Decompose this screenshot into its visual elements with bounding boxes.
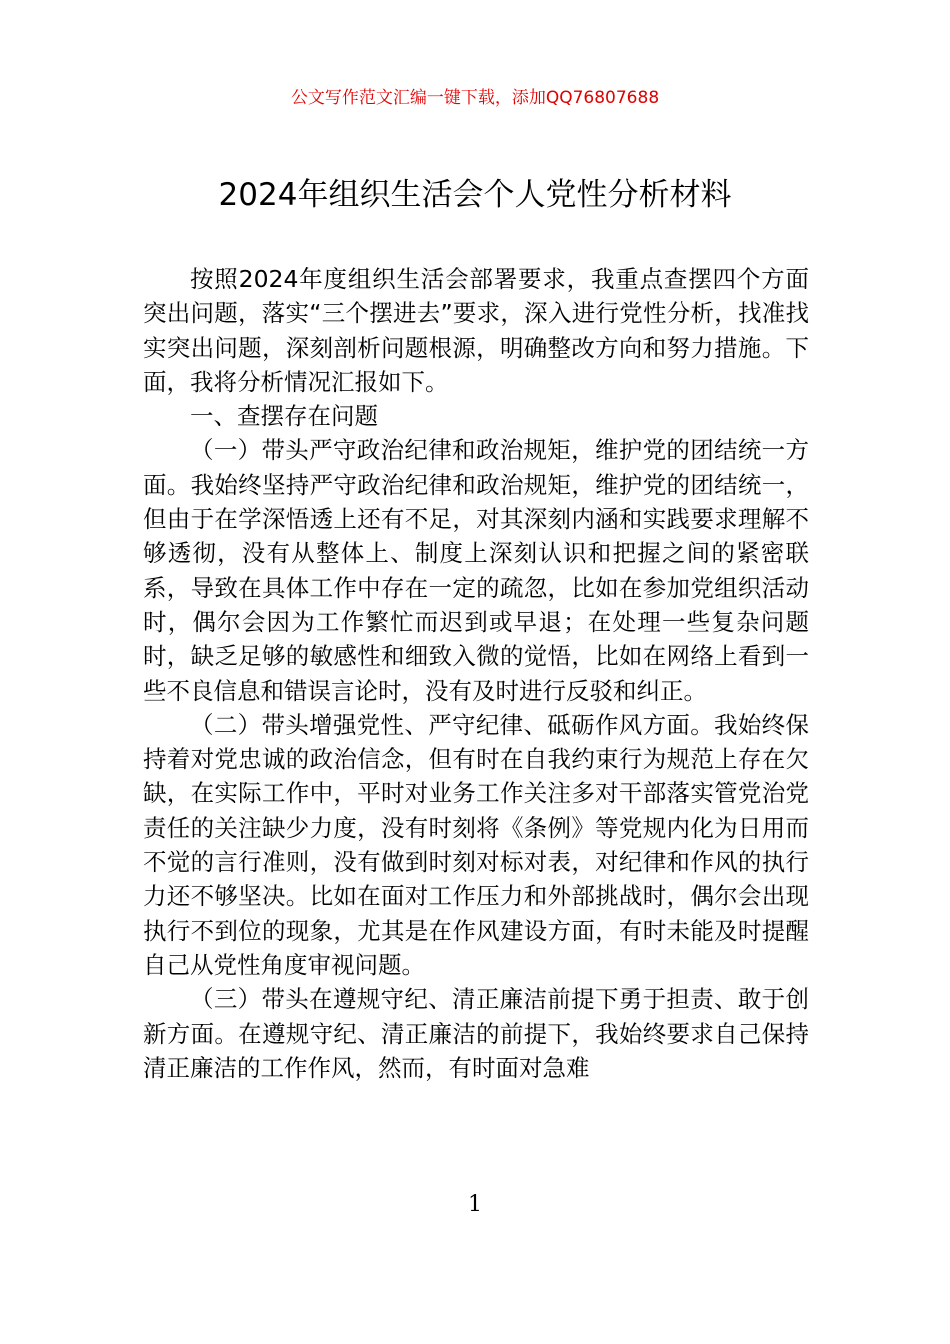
- document-title: 2024年组织生活会个人党性分析材料: [218, 177, 732, 213]
- section-heading: 一、查摆存在问题: [190, 402, 378, 431]
- intro-paragraph: 按照2024年度组织生活会部署要求，我重点查摆四个方面突出问题，落实“三个摆进去”要求，深入进行党性分析，找准找实突出问题，深刻剖析问题根源，明确整改方向和努力措施。下面，我将分析情况汇报如下。: [143, 265, 809, 396]
- body-paragraph: （一）带头严守政治纪律和政治规矩，维护党的团结统一方面。我始终坚持严守政治纪律和政治规矩，维护党的团结统一，但由于在学深悟透上还有不足，对其深刻内涵和实践要求理解不够透彻，没有从整体上、制度上深刻认识和把握之间的紧密联系，导致在具体工作中存在一定的疏忽，比如在参加党组织活动时，偶尔会因为工作繁忙而迟到或早退；在处理一些复杂问题时，缺乏足够的敏感性和细致入微的觉悟，比如在网络上看到一些不良信息和错误言论时，没有及时进行反驳和纠正。: [143, 436, 809, 705]
- body-paragraph: （三）带头在遵规守纪、清正廉洁前提下勇于担责、敢于创新方面。在遵规守纪、清正廉洁的前提下，我始终要求自己保持清正廉洁的工作作风，然而，有时面对急难: [143, 985, 809, 1082]
- page-number: 1: [468, 1192, 482, 1217]
- body-paragraph: （二）带头增强党性、严守纪律、砥砺作风方面。我始终保持着对党忠诚的政治信念，但有时在自我约束行为规范上存在欠缺，在实际工作中，平时对业务工作关注多对干部落实管党治党责任的关注缺少力度，没有时刻将《条例》等党规内化为日用而不觉的言行准则，没有做到时刻对标对表，对纪律和作风的执行力还不够坚决。比如在面对工作压力和外部挑战时，偶尔会出现执行不到位的现象，尤其是在作风建设方面，有时未能及时提醒自己从党性角度审视问题。: [143, 710, 809, 979]
- document-body: [143, 262, 809, 1085]
- header-ad-text: 公文写作范文汇编一键下载，添加QQ76807688: [290, 88, 660, 108]
